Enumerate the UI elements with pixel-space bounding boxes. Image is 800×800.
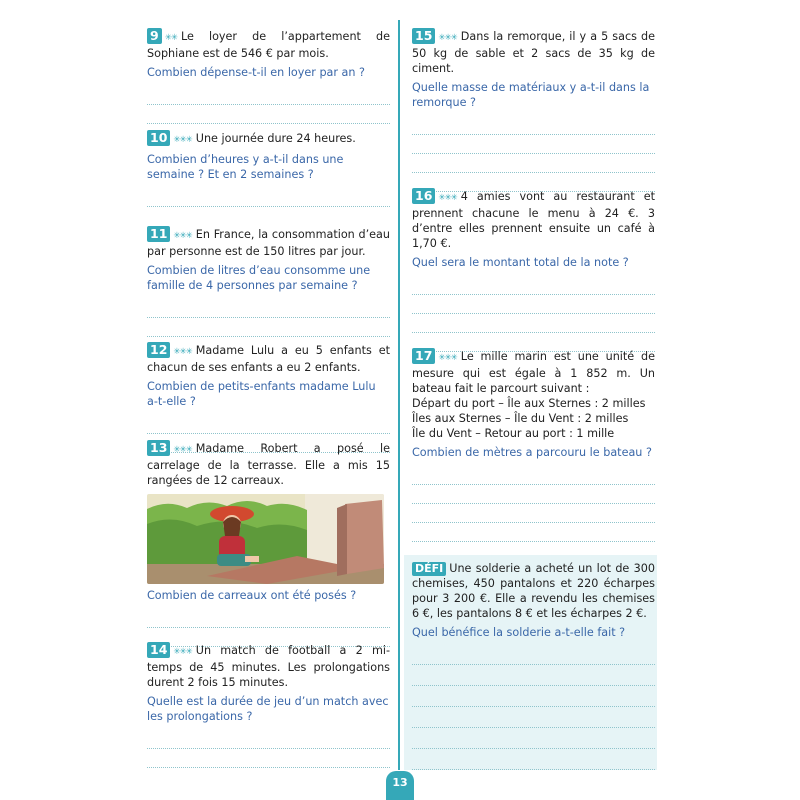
answer-lines[interactable] [412,116,655,192]
route-step: Îles aux Sternes – Île du Vent : 2 milles [412,412,629,425]
exercise-16 [412,188,655,352]
exercise-question: Combien de carreaux ont été posés ? [147,589,357,602]
exercise-statement: 16 ✳✳✳ 4 amies vont au restaurant et prennent chacune le menu à 24 €. 3 d’entre elles prennent ensuite un café à 1,70 €. [412,188,655,250]
answer-lines[interactable] [147,86,390,124]
difficulty-stars-icon: ✳✳✳ [173,647,192,657]
answer-lines[interactable] [147,188,390,207]
exercise-question: Combien de litres d’eau consomme une famille de 4 personnes par semaine ? [147,264,371,292]
answer-lines[interactable] [412,644,655,770]
exercise-statement: 14 ✳✳✳ Un match de football a 2 mi-temps de 45 minutes. Les prolongations durent 2 fois 15 minutes. [147,642,390,689]
exercise-statement: 12 ✳✳✳ Madame Lulu a eu 5 enfants et chacun de ses enfants a eu 2 enfants. [147,342,390,374]
exercise-14 [147,642,390,768]
exercise-number: 15 [412,28,435,44]
answer-lines[interactable] [147,730,390,768]
page-number: 13 [386,771,414,800]
column-divider [398,20,400,770]
exercise-statement: 11 ✳✳✳ En France, la consommation d’eau par personne est de 150 litres par jour. [147,226,390,258]
exercise-statement: 15 ✳✳✳ Dans la remorque, il y a 5 sacs de 50 kg de sable et 2 sacs de 35 kg de ciment. [412,28,655,75]
exercise-question: Quel sera le montant total de la note ? [412,256,629,269]
exercise-17 [412,348,655,542]
route-step: Île du Vent – Retour au port : 1 mille [412,427,615,440]
exercise-11 [147,226,390,337]
exercise-9 [147,28,390,124]
exercise-question: Combien dépense-t-il en loyer par an ? [147,66,365,79]
defi-tag: DÉFI [412,562,446,576]
difficulty-stars-icon: ✳✳✳ [173,231,192,241]
difficulty-stars-icon: ✳✳✳ [438,193,457,203]
exercise-number: 11 [147,226,170,242]
exercise-number: 14 [147,642,170,658]
defi-content [412,561,655,770]
exercise-number: 13 [147,440,170,456]
difficulty-stars-icon: ✳✳ [164,33,177,43]
difficulty-stars-icon: ✳✳✳ [438,33,457,43]
defi-statement: DÉFI Une solderie a acheté un lot de 300 chemises, 450 pantalons et 220 écharpes pour 3 200 €. Elle a revendu les chemises 6 €, les pantalons 8 € et les écharpes 2 €. [412,562,655,620]
defi-question: Quel bénéfice la solderie a-t-elle fait ? [412,626,626,639]
exercise-13 [147,440,390,647]
exercise-question: Combien de petits-enfants madame Lulu a-t-elle ? [147,380,376,408]
exercise-question: Combien de mètres a parcouru le bateau ? [412,446,652,459]
exercise-number: 17 [412,348,435,364]
answer-lines[interactable] [412,466,655,542]
difficulty-stars-icon: ✳✳✳ [438,353,457,363]
exercise-question: Quelle est la durée de jeu d’un match avec les prolongations ? [147,695,389,723]
exercise-number: 16 [412,188,435,204]
exercise-number: 9 [147,28,162,44]
exercise-12 [147,342,390,453]
exercise-statement: 9 ✳✳ Le loyer de l’appartement de Sophiane est de 546 € par mois. [147,28,390,60]
tiling-woman-illustration [147,494,384,584]
exercise-number: 10 [147,130,170,146]
difficulty-stars-icon: ✳✳✳ [173,135,192,145]
route-step: Départ du port – Île aux Sternes : 2 milles [412,397,646,410]
answer-lines[interactable] [412,276,655,352]
difficulty-stars-icon: ✳✳✳ [173,445,192,455]
exercise-statement: 10 ✳✳✳ Une journée dure 24 heures. [147,130,390,148]
exercise-question: Combien d’heures y a-t-il dans une semaine ? Et en 2 semaines ? [147,153,344,181]
difficulty-stars-icon: ✳✳✳ [173,347,192,357]
exercise-statement: 17 ✳✳✳ Le mille marin est une unité de mesure qui est égale à 1 852 m. Un bateau fait le parcourt suivant : [412,348,655,395]
exercise-number: 12 [147,342,170,358]
exercise-15 [412,28,655,192]
exercise-10 [147,130,390,207]
exercise-question: Quelle masse de matériaux y a-t-il dans la remorque ? [412,81,650,109]
exercise-statement: 13 ✳✳✳ Madame Robert a posé le carrelage de la terrasse. Elle a mis 15 rangées de 12 carreaux. [147,440,390,487]
defi-box [404,555,657,770]
answer-lines[interactable] [147,299,390,337]
